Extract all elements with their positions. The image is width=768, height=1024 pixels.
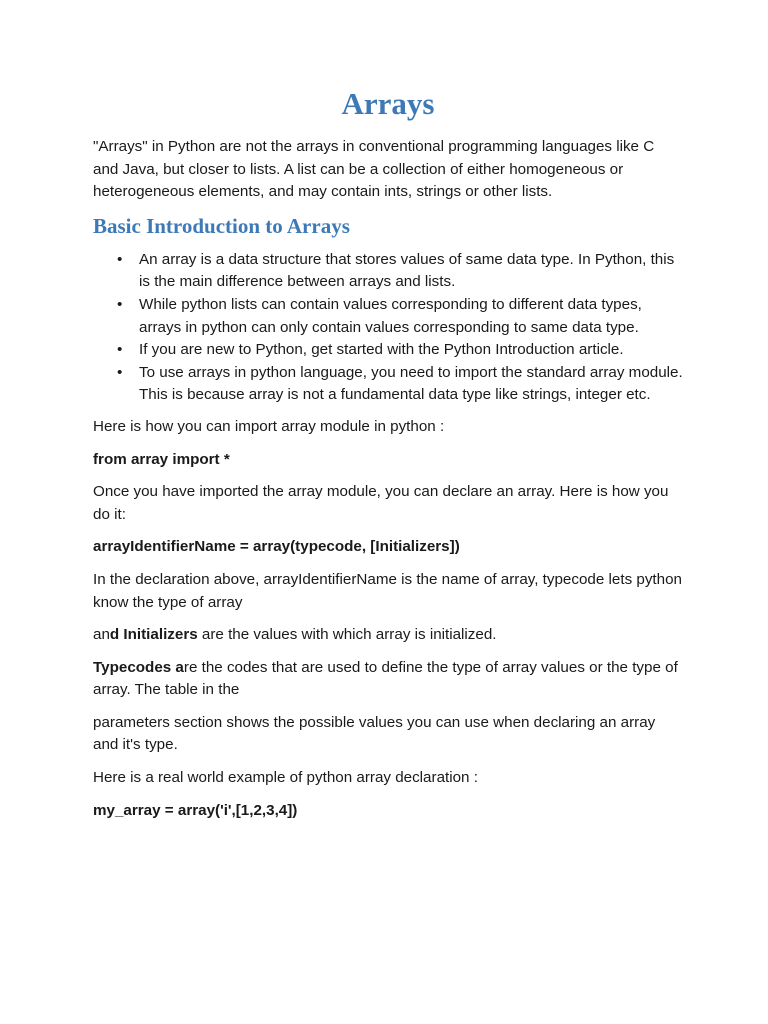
typecodes-bold: Typecodes a <box>93 658 184 676</box>
intro-paragraph: "Arrays" in Python are not the arrays in conventional programming languages like C and Java, but closer to lists. A list can be a collection of either homogeneous or heterogeneous elements, and may contain ints, strings or other lists. <box>93 138 655 201</box>
import-code <box>93 449 683 472</box>
declare-code <box>93 536 683 559</box>
page-title: Arrays <box>341 86 435 121</box>
bullet-text: An array is a data structure that stores values of same data type. In Python, this is the main difference between arrays and lists. <box>139 250 675 291</box>
typecodes-rest: re the codes that are used to define the type of array values or the type of array. The table in the <box>93 658 678 699</box>
list-item <box>93 294 683 339</box>
declare-intro: Once you have imported the array module, you can declare an array. Here is how you do it: <box>93 483 669 523</box>
initializers-paragraph <box>93 624 683 647</box>
initializers-prefix: an <box>93 626 110 644</box>
bullet-icon: • <box>117 341 123 359</box>
list-item <box>93 362 683 407</box>
parameters-paragraph: parameters section shows the possible values you can use when declaring an array and it's type. <box>93 713 656 754</box>
bullet-text: To use arrays in python language, you need to import the standard array module. This is because array is not a fundamental data type like strings, integer etc. <box>139 363 683 404</box>
section-heading: Basic Introduction to Arrays <box>93 213 350 238</box>
declaration-explanation: In the declaration above, arrayIdentifierName is the name of array, typecode lets python know the type of array <box>93 570 682 611</box>
bullet-text: If you are new to Python, get started with the Python Introduction article. <box>139 341 624 359</box>
example-intro: Here is a real world example of python array declaration : <box>93 769 478 787</box>
typecodes-paragraph <box>93 657 683 702</box>
initializers-bold: d Initializers <box>109 626 198 644</box>
import-intro: Here is how you can import array module in python : <box>93 417 445 435</box>
bullet-icon: • <box>117 363 123 381</box>
list-item <box>93 339 683 362</box>
document-page <box>93 84 683 822</box>
bullet-icon: • <box>117 250 123 268</box>
import-code-text: from array import * <box>93 450 230 468</box>
declare-code-text: arrayIdentifierName = array(typecode, [Initializers]) <box>93 538 460 556</box>
initializers-rest: are the values with which array is initialized. <box>197 626 497 644</box>
bullet-text: While python lists can contain values corresponding to different data types, arrays in python can only contain values corresponding to same data type. <box>139 295 642 336</box>
list-item <box>93 249 683 294</box>
bullet-icon: • <box>117 295 123 313</box>
example-code <box>93 800 683 823</box>
example-code-text: my_array = array('i',[1,2,3,4]) <box>93 801 298 819</box>
bullet-list <box>93 249 683 407</box>
